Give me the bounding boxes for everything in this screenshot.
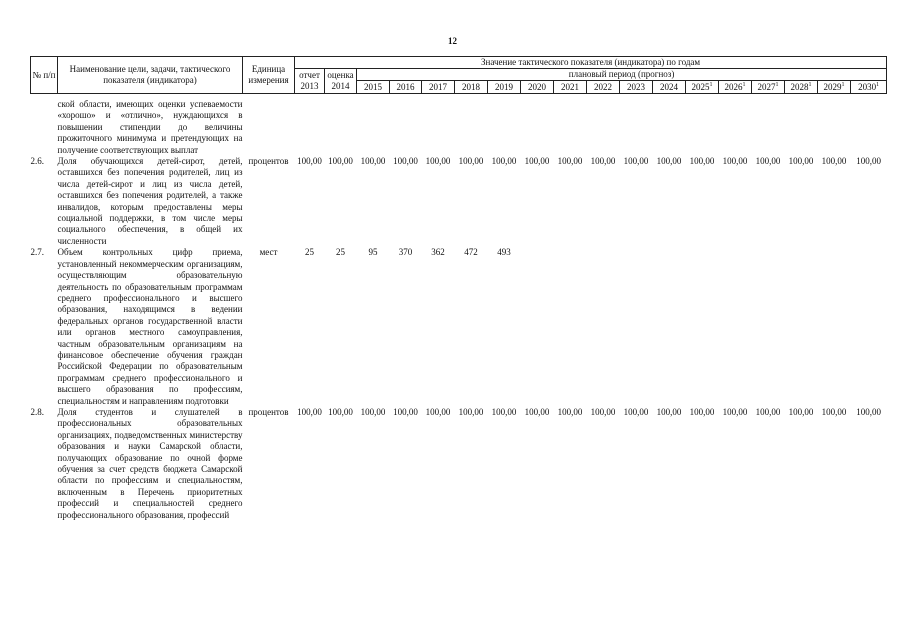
header-year-2025: 2025$^1$ — [686, 81, 719, 94]
header-year-2024: 2024 — [653, 81, 686, 94]
row-value-2022 — [587, 247, 620, 407]
year-footnote-mark: 1 — [709, 81, 713, 88]
header-year-2018: 2018 — [455, 81, 488, 94]
header-year-2015: 2015 — [357, 81, 390, 94]
row-value-2023: 100,00 — [623, 156, 649, 167]
row-number: 2.8. — [30, 406, 44, 417]
table-row — [31, 156, 887, 247]
row-value-2019 — [488, 94, 521, 157]
row-value-2015: 100,00 — [360, 406, 386, 417]
row-value-2027: 100,00 — [755, 156, 781, 167]
year-footnote-mark: 1 — [775, 81, 779, 88]
row-value-2021: 100,00 — [557, 156, 583, 167]
row-value-2015: 95 — [368, 247, 378, 258]
row-value-2022 — [587, 94, 620, 157]
row-value-2020: 100,00 — [524, 156, 550, 167]
row-value-2018: 100,00 — [458, 156, 484, 167]
row-value-2024 — [653, 94, 686, 157]
header-report-label: отчет — [299, 70, 320, 80]
table-body — [31, 94, 887, 522]
header-year-2020: 2020 — [521, 81, 554, 94]
row-value-2023 — [620, 94, 653, 157]
row-value-2025: 100,00 — [689, 406, 715, 417]
header-year-2022: 2022 — [587, 81, 620, 94]
header-estimate-label: оценка — [327, 70, 354, 80]
header-num: № п/п — [31, 57, 58, 94]
row-indicator-name: Доля студентов и слушателей в профессиональных образовательных организациях, подведомственных министерству образования и науки Самарской области, получающих образование по очной форме обучения за счет средств бюджета Самарской области по профессиям и специальностям, включенным в Перечень приоритетных профессий и специальностей среднего профессионального образования, профессий — [57, 406, 243, 520]
row-value-2014: 100,00 — [328, 156, 353, 167]
row-value-2025 — [686, 247, 719, 407]
row-value-2029: 100,00 — [821, 156, 847, 167]
header-year-2023: 2023 — [620, 81, 653, 94]
row-value-2026: 100,00 — [722, 406, 748, 417]
row-value-2017: 100,00 — [425, 156, 451, 167]
row-value-2028: 100,00 — [788, 156, 814, 167]
header-year-2016: 2016 — [390, 81, 422, 94]
row-number: 2.7. — [30, 247, 44, 258]
row-value-2013: 25 — [305, 247, 314, 258]
year-footnote-mark: 1 — [876, 81, 880, 88]
header-year-2013: 2013 — [300, 81, 319, 91]
row-value-2014: 25 — [336, 247, 345, 258]
table-header — [31, 57, 887, 94]
row-value-2028 — [785, 247, 818, 407]
header-year-2017: 2017 — [422, 81, 455, 94]
table-row — [31, 407, 887, 521]
row-value-2026 — [719, 247, 752, 407]
row-value-2016: 370 — [398, 247, 413, 258]
header-year-2026: 2026$^1$ — [719, 81, 752, 94]
row-value-2030 — [851, 247, 887, 407]
row-value-2023 — [620, 247, 653, 407]
row-value-2018: 100,00 — [458, 406, 484, 417]
table-row — [31, 94, 887, 157]
row-value-2024 — [653, 247, 686, 407]
row-value-2020: 100,00 — [524, 406, 550, 417]
row-number: 2.6. — [30, 156, 44, 167]
year-footnote-mark: 1 — [742, 81, 746, 88]
row-value-2021: 100,00 — [557, 406, 583, 417]
header-name: Наименование цели, задачи, тактического показателя (индикатора) — [58, 57, 243, 94]
row-value-2018 — [455, 94, 488, 157]
row-unit: процентов — [248, 406, 289, 417]
row-value-2019: 100,00 — [491, 156, 517, 167]
header-report — [295, 69, 325, 94]
header-values: Значение тактического показателя (индикатора) по годам — [295, 57, 887, 69]
row-indicator-name: ской области, имеющих оценки успеваемости «хорошо» и «отлично», нуждающихся в повышении стипендии до величины прожиточного минимума и претендующих на получение соответствующих выплат — [57, 99, 243, 155]
header-year-2019: 2019 — [488, 81, 521, 94]
row-value-2022: 100,00 — [590, 406, 616, 417]
row-value-2030 — [851, 94, 887, 157]
row-value-2023: 100,00 — [623, 406, 649, 417]
year-footnote-mark: 1 — [841, 81, 845, 88]
row-value-2020 — [521, 247, 554, 407]
row-value-2015: 100,00 — [360, 156, 386, 167]
row-value-2027 — [752, 94, 785, 157]
row-value-2016: 100,00 — [393, 156, 418, 167]
row-unit: мест — [259, 247, 278, 258]
header-year-2029: 2029$^1$ — [818, 81, 851, 94]
row-value-2027 — [752, 247, 785, 407]
header-year-2027: 2027$^1$ — [752, 81, 785, 94]
header-year-2030: 2030$^1$ — [851, 81, 887, 94]
row-value-2016: 100,00 — [393, 406, 418, 417]
row-value-2025 — [686, 94, 719, 157]
row-value-2024: 100,00 — [656, 156, 682, 167]
row-value-2028: 100,00 — [788, 406, 814, 417]
row-value-2018: 472 — [464, 247, 478, 258]
indicators-table — [30, 56, 887, 521]
row-value-2030: 100,00 — [856, 156, 881, 167]
header-forecast: плановый период (прогноз) — [357, 69, 887, 81]
row-value-2027: 100,00 — [755, 406, 781, 417]
row-value-2029 — [818, 247, 851, 407]
row-unit — [243, 94, 295, 157]
row-value-2019: 493 — [497, 247, 511, 258]
row-value-2022: 100,00 — [590, 156, 616, 167]
row-unit: процентов — [248, 156, 289, 167]
row-number — [31, 94, 58, 157]
page-number: 12 — [448, 36, 457, 46]
header-year-2021: 2021 — [554, 81, 587, 94]
header-estimate — [325, 69, 357, 94]
row-value-2021 — [554, 94, 587, 157]
table-row — [31, 247, 887, 407]
row-indicator-name: Доля обучающихся детей-сирот, детей, оставшихся без попечения родителей, лиц из числа детей-сирот и лиц из числа детей, оставшихся без попечения родителей, а также инвалидов, которым предоставлены меры социальной поддержки, в том числе меры социального обеспечения, в общей их численности — [57, 156, 243, 246]
row-value-2029: 100,00 — [821, 406, 847, 417]
row-value-2019: 100,00 — [491, 406, 517, 417]
header-year-2028: 2028$^1$ — [785, 81, 818, 94]
row-value-2029 — [818, 94, 851, 157]
row-value-2013: 100,00 — [297, 156, 322, 167]
row-value-2026: 100,00 — [722, 156, 748, 167]
row-value-2030: 100,00 — [856, 406, 881, 417]
row-value-2017: 362 — [431, 247, 445, 258]
row-value-2024: 100,00 — [656, 406, 682, 417]
row-indicator-name: Объем контрольных цифр приема, установленный некоммерческим организациям, осуществляющим образовательную деятельность по образовательным программам среднего профессионального и высшего образования, находящимся в ведении федеральных органов государственной власти или органов местного самоуправления, частным образовательным организациям на финансовое обеспечение обучения граждан Российской Федерации по образовательным программам среднего профессионального и высшего образования по профессиям, специальностям и направлениям подготовки — [57, 247, 243, 406]
row-value-2014 — [325, 94, 357, 157]
row-value-2021 — [554, 247, 587, 407]
row-value-2013 — [295, 94, 325, 157]
row-value-2014: 100,00 — [328, 406, 353, 417]
row-value-2013: 100,00 — [297, 406, 322, 417]
row-value-2028 — [785, 94, 818, 157]
row-value-2017 — [422, 94, 455, 157]
row-value-2026 — [719, 94, 752, 157]
header-year-2014: 2014 — [331, 81, 350, 91]
row-value-2015 — [357, 94, 390, 157]
header-unit: Единица измерения — [243, 57, 295, 94]
year-footnote-mark: 1 — [808, 81, 812, 88]
row-value-2020 — [521, 94, 554, 157]
row-value-2016 — [390, 94, 422, 157]
row-value-2025: 100,00 — [689, 156, 715, 167]
row-value-2017: 100,00 — [425, 406, 451, 417]
